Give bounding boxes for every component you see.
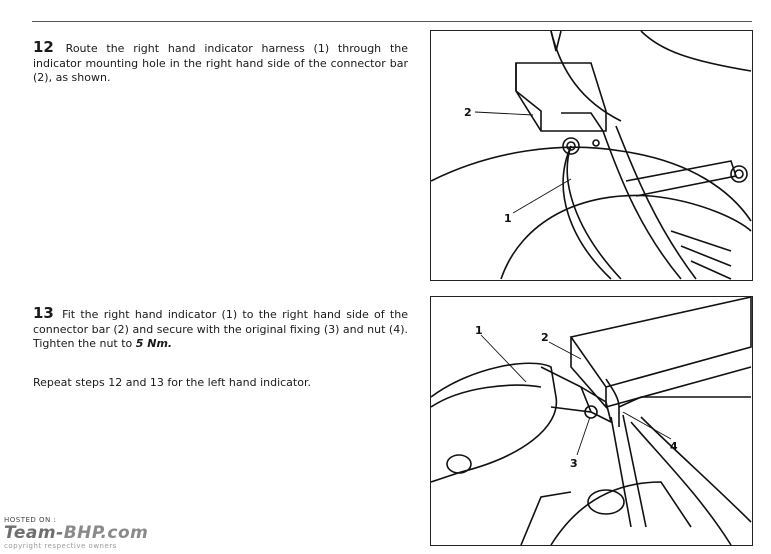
watermark — [4, 516, 204, 552]
step-13-torque: 5 Nm. — [135, 337, 173, 350]
step-13-number: 13 — [33, 304, 54, 322]
figure-step-12-illustration — [431, 31, 752, 280]
figure-step-13 — [430, 296, 753, 546]
step-12-paragraph — [33, 40, 408, 86]
step-13-note: Repeat steps 12 and 13 for the left hand indicator. — [33, 376, 311, 389]
watermark-hosted-on: HOSTED ON : — [4, 516, 57, 524]
step-13-text: Fit the right hand indicator (1) to the right hand side of the connector bar (2) and secure with the original fixing (3) and nut (4). Tighten the nut to — [33, 308, 408, 350]
figure-step-12 — [430, 30, 753, 281]
step-12-text: Route the right hand indicator harness (1) through the indicator mounting hole in the right hand side of the connector bar (2), as shown. — [33, 42, 408, 84]
watermark-brand-accent: BHP.com — [63, 523, 149, 543]
step-13-paragraph — [33, 306, 408, 352]
figure-2-callout-4: 4 — [670, 440, 678, 453]
watermark-brand-main: Team- — [4, 523, 64, 543]
figure-2-callout-3: 3 — [570, 457, 578, 470]
figure-2-callout-2: 2 — [541, 331, 549, 344]
figure-step-13-illustration — [431, 297, 752, 545]
figure-1-callout-2: 2 — [464, 106, 472, 119]
figure-1-callout-1: 1 — [504, 212, 512, 225]
step-12-number: 12 — [33, 38, 54, 56]
watermark-copyright: copyright respective owners — [4, 542, 117, 550]
header-rule — [32, 21, 752, 22]
figure-2-callout-1: 1 — [475, 324, 483, 337]
watermark-logo — [4, 524, 204, 542]
